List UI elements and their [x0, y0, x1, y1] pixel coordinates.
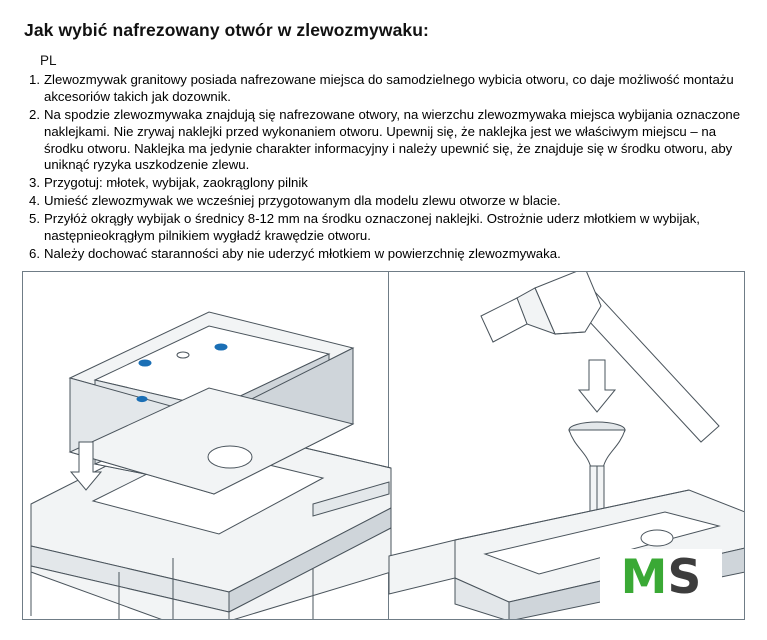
list-item [22, 211, 749, 245]
list-item-number: 6. [29, 245, 40, 261]
list-item-text: Przyłóż okrągły wybijak o średnicy 8-12 mm na środku oznaczonej naklejki. Ostrożnie uderz młotkiem w wybijak, następnieokrągłym pilnikiem wygładź krawędzie otworu. [44, 211, 700, 244]
instruction-figure [22, 271, 745, 620]
page-title: Jak wybić nafrezowany otwór w zlewozmywaku: [24, 20, 429, 40]
list-item [22, 246, 749, 263]
instruction-list [22, 72, 749, 263]
left-panel-group [31, 312, 391, 620]
list-item-text: Na spodzie zlewozmywaka znajdują się nafrezowane otwory, na wierzchu zlewozmywaka miejsca wybijania oznaczone naklejkami. Nie zrywaj naklejki przed wykonaniem otworu. Upewnij się, że naklejka jest we właściwym miejscu – na środku otworu. Naklejka ma jedynie charakter informacyjny i należy upewnić się, że znajduje się w środku otworu, aby uniknąć ryzyka uszkodzenie zlewu. [44, 106, 741, 173]
logo-letter-s: S [667, 549, 702, 605]
list-item-number: 2. [29, 106, 40, 122]
list-item-number: 4. [29, 193, 40, 209]
list-item [22, 107, 749, 175]
list-item [22, 72, 749, 106]
list-item-number: 1. [29, 72, 40, 87]
list-item-number: 5. [29, 211, 40, 227]
list-item-number: 3. [29, 175, 40, 191]
logo-letter-m: M [620, 549, 668, 605]
list-item-text: Należy dochować staranności aby nie uderzyć młotkiem w powierzchnię zlewozmywaka. [44, 245, 561, 261]
list-item [22, 193, 749, 210]
list-item-text: Umieść zlewozmywak we wcześniej przygotowanym dla modelu zlewu otworze w blacie. [44, 193, 561, 209]
language-label: PL [40, 53, 57, 68]
list-item [22, 175, 749, 192]
strike-arrow-icon [579, 360, 615, 412]
brand-logo [600, 549, 722, 605]
list-item-text: Zlewozmywak granitowy posiada nafrezowane miejsca do samodzielnego wybicia otworu, co daje możliwość montażu akcesoriów takich jak dozownik. [44, 72, 734, 104]
list-item-text: Przygotuj: młotek, wybijak, zaokrąglony pilnik [44, 175, 308, 191]
